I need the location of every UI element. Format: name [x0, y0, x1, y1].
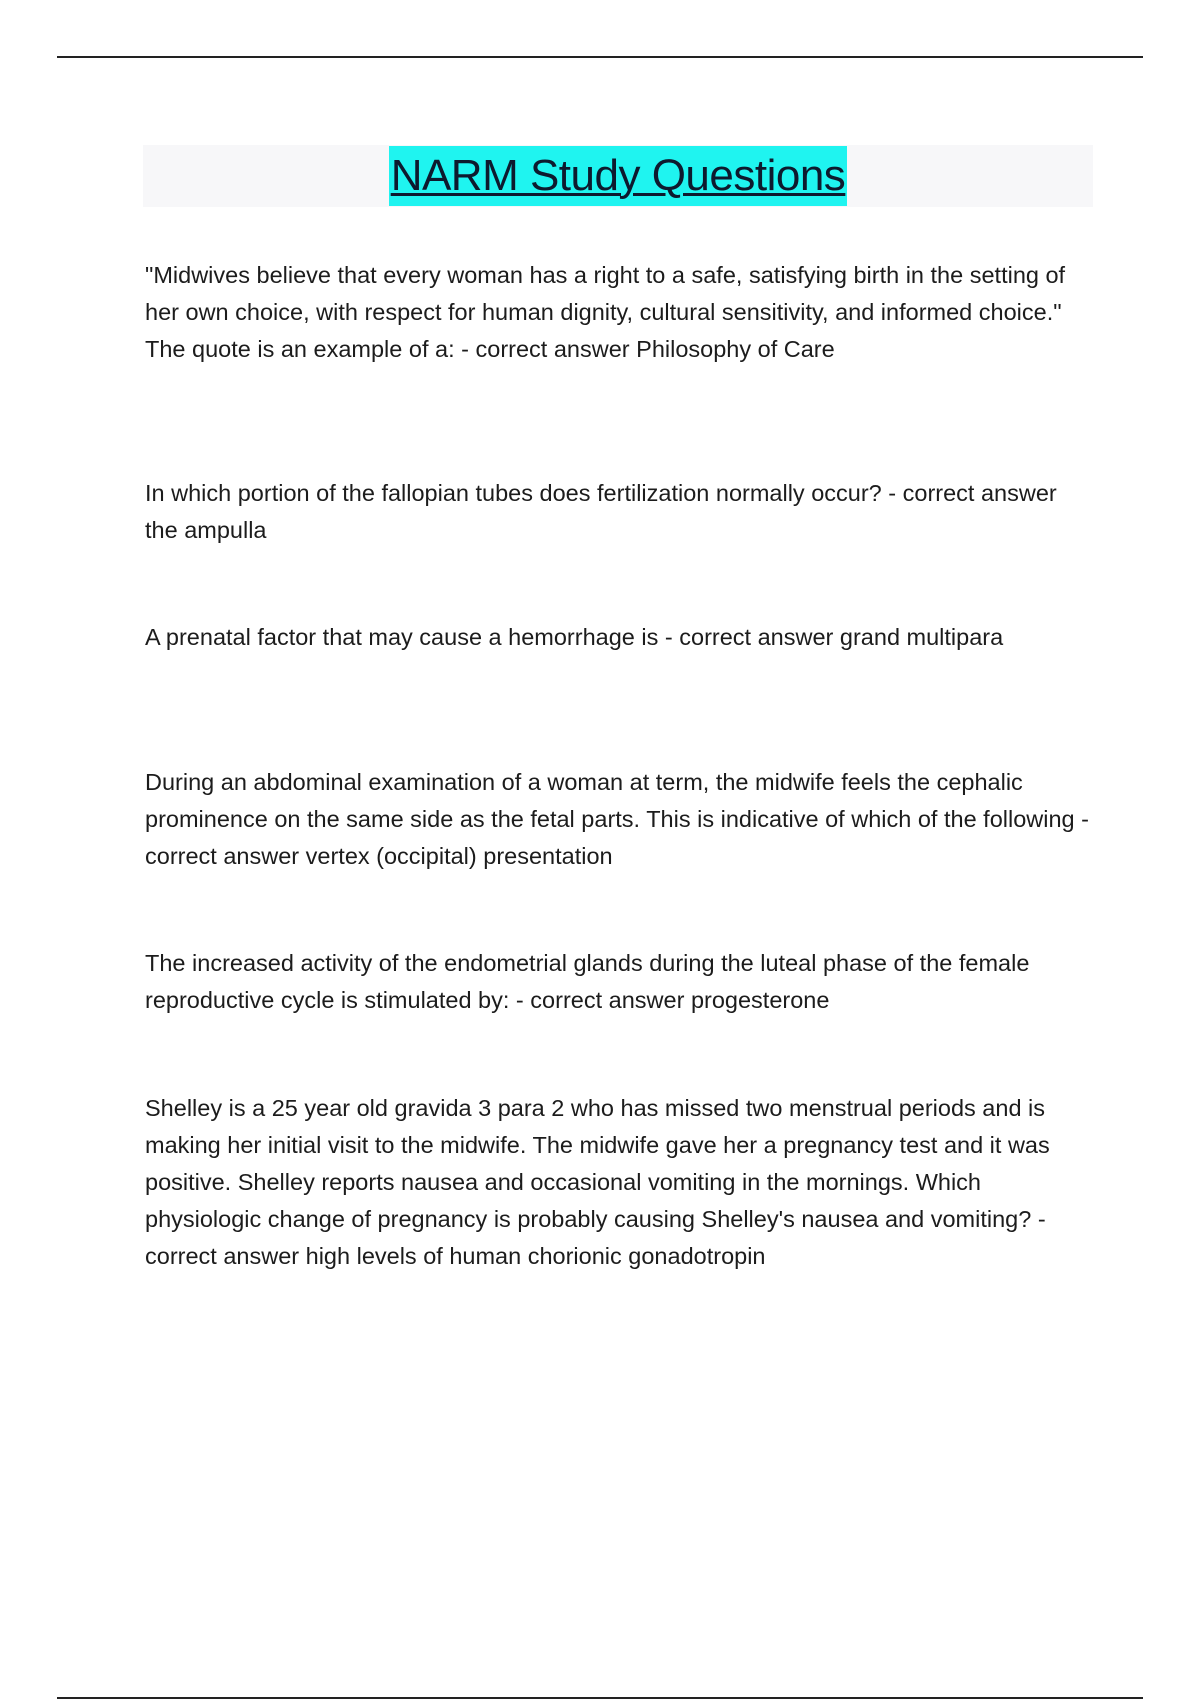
qa-item-5 [145, 945, 1090, 1019]
separator: - [454, 336, 476, 362]
separator: - [509, 987, 531, 1013]
answer-text: vertex (occipital) presentation [305, 843, 613, 869]
answer-prefix: correct answer [902, 480, 1057, 506]
page-title: NARM Study Questions [389, 146, 848, 206]
bottom-rule [57, 1697, 1143, 1699]
separator: - [1031, 1206, 1046, 1232]
qa-item-3 [145, 619, 1090, 656]
answer-prefix: correct answer [145, 843, 306, 869]
answer-prefix: correct answer [475, 336, 637, 362]
answer-text: high levels of human chorionic gonadotropin [305, 1243, 766, 1269]
separator: - [881, 480, 903, 506]
top-rule [57, 56, 1143, 58]
separator: - [1074, 806, 1089, 832]
answer-text: Philosophy of Care [636, 336, 835, 362]
answer-prefix: correct answer [679, 624, 840, 650]
answer-prefix: correct answer [145, 1243, 306, 1269]
question-text: The increased activity of the endometrial glands during the luteal phase of the female reproductive cycle is stimulated by: [145, 950, 1030, 1013]
answer-text: progesterone [690, 987, 830, 1013]
separator: - [658, 624, 680, 650]
question-text: In which portion of the fallopian tubes does fertilization normally occur? [145, 480, 882, 506]
question-text: Shelley is a 25 year old gravida 3 para 2 who has missed two menstrual periods and is making her initial visit to the midwife. The midwife gave her a pregnancy test and it was positive. Shelley reports nausea and occasional vomiting in the mornings. Which physiologic change of pregnancy is probably causing Shelley's nausea and vomiting? [145, 1095, 1050, 1232]
answer-text: grand multipara [839, 624, 1004, 650]
question-text: A prenatal factor that may cause a hemorrhage is [145, 624, 659, 650]
question-text: "Midwives believe that every woman has a right to a safe, satisfying birth in the setting of her own choice, with respect for human dignity, cultural sensitivity, and informed choice." The quote is an example of a: [145, 262, 1066, 362]
question-text: During an abdominal examination of a woman at term, the midwife feels the cephalic prominence on the same side as the fetal parts. This is indicative of which of the following [145, 769, 1075, 832]
qa-item-4 [145, 764, 1090, 875]
qa-item-6 [145, 1090, 1090, 1275]
title-band [143, 145, 1093, 207]
answer-prefix: correct answer [530, 987, 691, 1013]
qa-item-1 [145, 257, 1090, 368]
qa-item-2 [145, 475, 1090, 549]
answer-text: the ampulla [145, 517, 267, 543]
